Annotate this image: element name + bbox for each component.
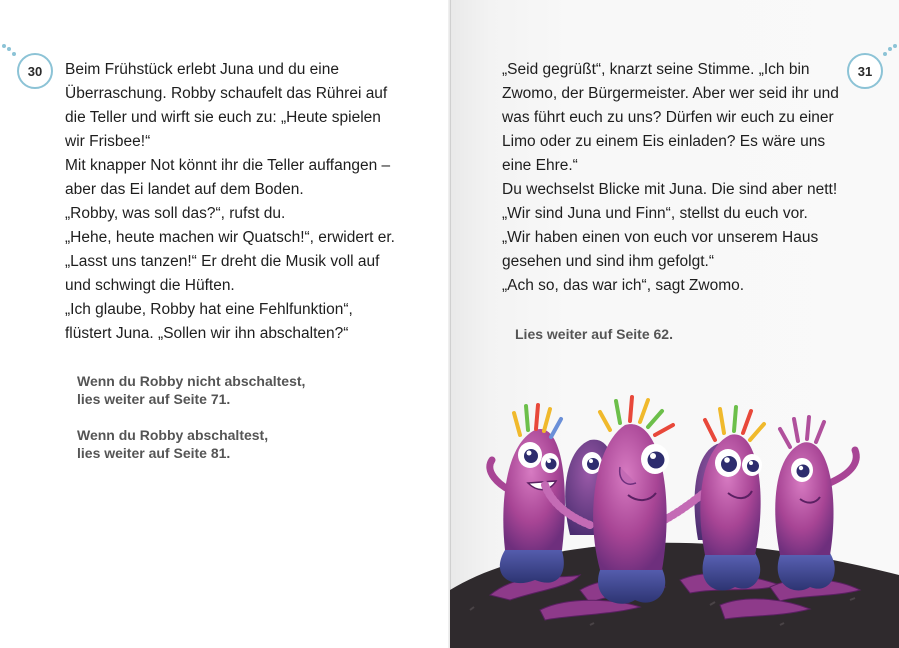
page-number-left: 30 — [17, 53, 53, 89]
choice-target: lies weiter auf Seite 81. — [77, 445, 231, 461]
story-line: was führt euch zu uns? Dürfen wir euch zu einer — [502, 109, 834, 126]
story-choices — [77, 372, 305, 480]
story-line: Mit knapper Not könnt ihr die Teller auffangen – — [65, 157, 391, 174]
story-line: „Wir haben einen von euch vor unserem Haus — [502, 229, 819, 246]
choice-condition: Wenn du Robby nicht abschaltest, — [77, 373, 306, 389]
story-line: „Seid gegrüßt“, knarzt seine Stimme. „Ich bin — [502, 61, 810, 78]
story-line: „Ach so, das war ich“, sagt Zwomo. — [502, 277, 745, 294]
choice-switch-off — [77, 426, 305, 462]
continue-instruction: Lies weiter auf Seite 62. — [515, 326, 673, 342]
story-line: „Robby, was soll das?“, rufst du. — [65, 205, 286, 222]
right-page-story-text — [502, 58, 839, 298]
story-line: die Teller und wirft sie euch zu: „Heute spielen — [65, 109, 381, 126]
choice-condition: Wenn du Robby abschaltest, — [77, 427, 269, 443]
story-line: „Ich glaube, Robby hat eine Fehlfunktion“, — [65, 301, 353, 318]
story-line: eine Ehre.“ — [502, 157, 578, 174]
creature-center-right — [700, 407, 764, 590]
page-number-right: 31 — [847, 53, 883, 89]
story-line: „Wir sind Juna und Finn“, stellst du euch vor. — [502, 205, 808, 222]
story-line: „Lasst uns tanzen!“ Er dreht die Musik voll auf — [65, 253, 380, 270]
story-line: aber das Ei landet auf dem Boden. — [65, 181, 304, 198]
story-line: Überraschung. Robby schaufelt das Rührei auf — [65, 85, 388, 102]
story-line: Zwomo, der Bürgermeister. Aber wer seid ihr und — [502, 85, 839, 102]
left-page-story-text — [65, 58, 395, 346]
story-line: wir Frisbee!“ — [65, 133, 151, 150]
alien-creatures-illustration — [450, 375, 899, 648]
story-line: Limo oder zu einem Eis einladen? Es wäre uns — [502, 133, 826, 150]
story-line: gesehen und sind ihm gefolgt.“ — [502, 253, 714, 270]
story-line: „Hehe, heute machen wir Quatsch!“, erwidert er. — [65, 229, 395, 246]
choice-target: lies weiter auf Seite 71. — [77, 391, 231, 407]
story-line: und schwingt die Hüften. — [65, 277, 235, 294]
choice-not-switch-off — [77, 372, 305, 408]
story-line: flüstert Juna. „Sollen wir ihn abschalten?“ — [65, 325, 349, 342]
story-line: Beim Frühstück erlebt Juna und du eine — [65, 61, 339, 78]
story-line: Du wechselst Blicke mit Juna. Die sind aber nett! — [502, 181, 838, 198]
